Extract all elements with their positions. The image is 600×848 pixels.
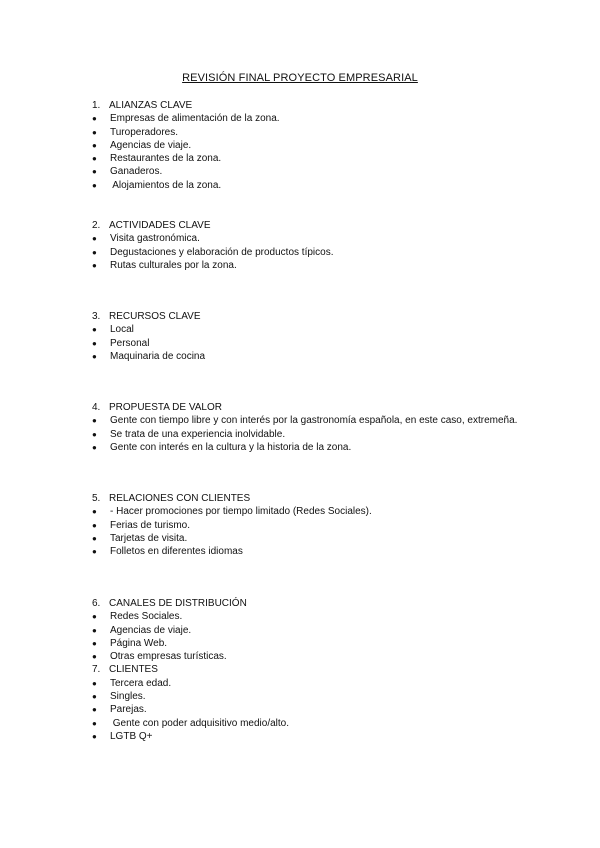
list-item (92, 624, 289, 637)
list-item (92, 126, 280, 139)
section-number: 6. (92, 598, 101, 609)
section-number: 4. (92, 402, 101, 413)
list-item (92, 637, 289, 650)
bullet-icon: ● (92, 325, 97, 335)
section-relaciones-con-clientes (92, 492, 372, 558)
list-item (92, 165, 280, 178)
section-heading (92, 99, 280, 112)
list-item-text: Agencias de viaje. (110, 139, 192, 151)
list-item-text: Página Web. (110, 637, 168, 649)
list-item-text: Redes Sociales. (110, 611, 183, 623)
section-heading (92, 597, 289, 610)
list-item-text: Tarjetas de visita. (110, 532, 188, 544)
bullet-icon: ● (92, 260, 97, 270)
section-alianzas-clave (92, 99, 280, 192)
bullet-icon: ● (92, 612, 97, 622)
bullet-icon: ● (92, 678, 97, 688)
section-heading (92, 310, 205, 323)
section-heading-clientes (92, 663, 289, 676)
bullet-icon: ● (92, 429, 97, 439)
section-title: RECURSOS CLAVE (109, 311, 201, 322)
section-actividades-clave (92, 219, 333, 272)
list-item-text: Empresas de alimentación de la zona. (110, 113, 280, 125)
list-item-text: Maquinaria de cocina (110, 350, 206, 362)
list-item-text: Turoperadores. (110, 126, 178, 138)
bullet-icon: ● (92, 180, 97, 190)
list-item-text: Visita gastronómica. (110, 233, 200, 245)
list-item (92, 532, 372, 545)
list-item-text: - Hacer promociones por tiempo limitado (Redes Sociales). (110, 506, 372, 518)
bullet-icon: ● (92, 167, 97, 177)
bullet-icon: ● (92, 338, 97, 348)
list-item-text: Gente con poder adquisitivo medio/alto. (110, 717, 289, 729)
list-item-text: Ganaderos. (110, 166, 163, 178)
list-item (92, 112, 280, 125)
bullet-icon: ● (92, 114, 97, 124)
list-item (92, 179, 280, 192)
section-heading (92, 401, 517, 414)
bullet-icon: ● (92, 507, 97, 517)
list-item-text: Folletos en diferentes idiomas (110, 546, 243, 558)
bullet-icon: ● (92, 351, 97, 361)
bullet-icon: ● (92, 533, 97, 543)
section-propuesta-de-valor (92, 401, 517, 454)
list-item-text: Gente con interés en la cultura y la historia de la zona. (110, 441, 352, 453)
list-item (92, 717, 289, 730)
list-item (92, 505, 372, 518)
bullet-icon: ● (92, 140, 97, 150)
section-title: RELACIONES CON CLIENTES (109, 493, 251, 504)
list-item-text: Ferias de turismo. (110, 519, 191, 531)
bullet-icon: ● (92, 520, 97, 530)
list-item-text: Local (110, 324, 134, 336)
list-item (92, 337, 205, 350)
bullet-icon: ● (92, 652, 97, 662)
list-item (92, 650, 289, 663)
bullet-icon: ● (92, 416, 97, 426)
list-item (92, 545, 372, 558)
list-item-text: Otras empresas turísticas. (110, 651, 227, 663)
list-item (92, 139, 280, 152)
list-item (92, 730, 289, 743)
bullet-icon: ● (92, 692, 97, 702)
section-number: 2. (92, 220, 101, 231)
section-number: 7. (92, 664, 101, 676)
list-item-text: Tercera edad. (110, 677, 172, 689)
bullet-icon: ● (92, 705, 97, 715)
list-item-text: LGTB Q+ (110, 730, 153, 742)
section-canales-de-distribucion (92, 597, 289, 743)
bullet-icon: ● (92, 247, 97, 257)
list-item (92, 610, 289, 623)
document-title: REVISIÓN FINAL PROYECTO EMPRESARIAL (182, 72, 418, 84)
list-item (92, 323, 205, 336)
list-item-text: Singles. (110, 691, 146, 703)
list-item (92, 677, 289, 690)
list-item-text: Degustaciones y elaboración de productos típicos. (110, 246, 334, 258)
section-heading (92, 492, 372, 505)
list-item (92, 259, 333, 272)
list-item (92, 519, 372, 532)
section-title: ACTIVIDADES CLAVE (109, 220, 211, 231)
list-item (92, 152, 280, 165)
bullet-icon: ● (92, 625, 97, 635)
list-item (92, 414, 517, 427)
section-number: 3. (92, 311, 101, 322)
list-item-text: Personal (110, 337, 150, 349)
list-item-text: Agencias de viaje. (110, 624, 192, 636)
list-item (92, 690, 289, 703)
section-number: 5. (92, 493, 101, 504)
bullet-icon: ● (92, 547, 97, 557)
bullet-icon: ● (92, 127, 97, 137)
list-item-text: Gente con tiempo libre y con interés por la gastronomía española, en este caso, extremeña. (110, 415, 518, 427)
section-title: ALIANZAS CLAVE (109, 100, 193, 111)
list-item-text: Restaurantes de la zona. (110, 153, 222, 165)
list-item-text: Rutas culturales por la zona. (110, 259, 237, 271)
section-title: PROPUESTA DE VALOR (109, 402, 222, 413)
section-heading (92, 219, 333, 232)
list-item (92, 350, 205, 363)
bullet-icon: ● (92, 154, 97, 164)
list-item (92, 441, 517, 454)
section-title: CLIENTES (109, 664, 158, 676)
bullet-icon: ● (92, 731, 97, 741)
bullet-icon: ● (92, 638, 97, 648)
list-item (92, 703, 289, 716)
list-item-text: Se trata de una experiencia inolvidable. (110, 428, 286, 440)
list-item-text: Alojamientos de la zona. (110, 179, 222, 191)
list-item-text: Parejas. (110, 704, 147, 716)
list-item (92, 428, 517, 441)
list-item (92, 232, 333, 245)
bullet-icon: ● (92, 718, 97, 728)
section-title: CANALES DE DISTRIBUCIÓN (109, 598, 247, 609)
section-number: 1. (92, 100, 101, 111)
bullet-icon: ● (92, 442, 97, 452)
section-recursos-clave (92, 310, 205, 363)
list-item (92, 246, 333, 259)
bullet-icon: ● (92, 234, 97, 244)
